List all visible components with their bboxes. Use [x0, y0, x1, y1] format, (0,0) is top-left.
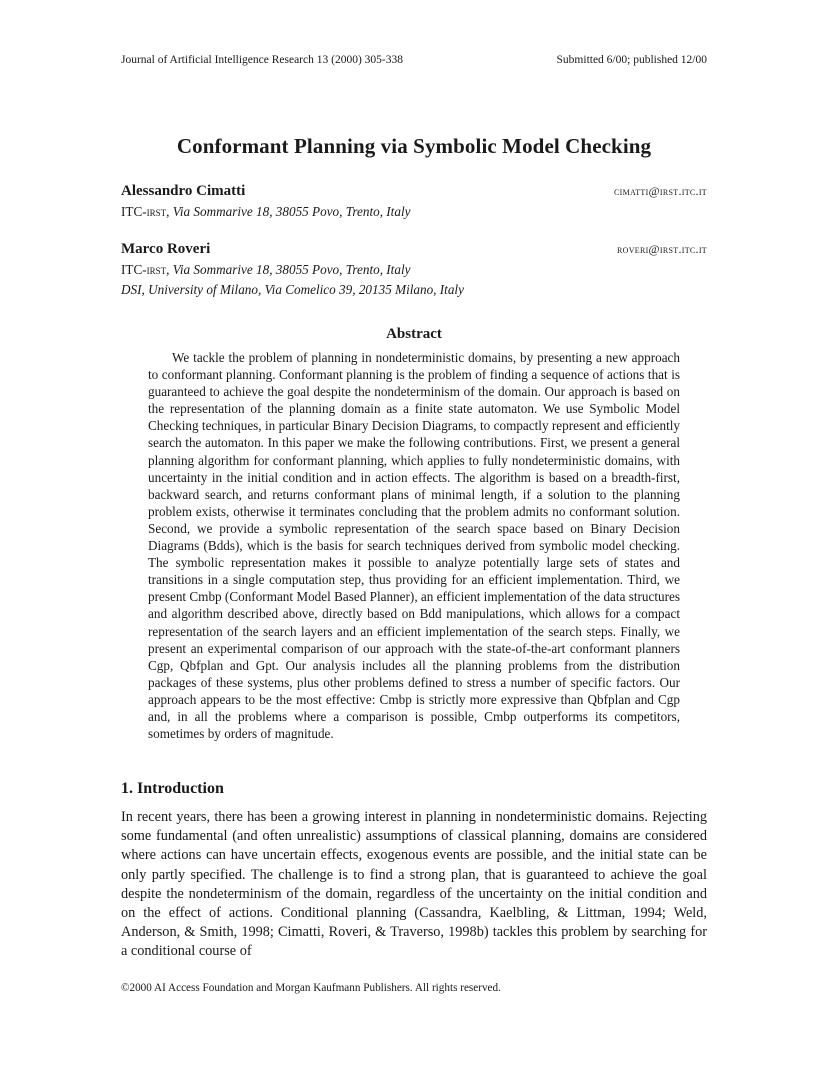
author-email: cimatti@irst.itc.it — [614, 184, 707, 198]
author-block-1 — [121, 182, 707, 222]
submission-info: Submitted 6/00; published 12/00 — [556, 54, 707, 66]
journal-info: Journal of Artificial Intelligence Research 13 (2000) 305-338 — [121, 54, 403, 66]
section-heading: 1. Introduction — [121, 780, 224, 797]
author-email: roveri@irst.itc.it — [616, 242, 707, 256]
abstract-heading: Abstract — [386, 326, 442, 342]
author-block-2 — [121, 240, 707, 300]
abstract-text: We tackle the problem of planning in nondeterministic domains, by presenting a new approach to conformant planning. Conformant planning is the problem of finding a sequence of actions that is guaranteed to achieve the goal despite the nondeterminism of the domain. Our approach is based on the representation of the planning domain as a finite state automaton. We use Symbolic Model Checking techniques, in particular Binary Decision Diagrams, to compactly represent and efficiently search the automaton. In this paper we make the following contributions. First, we present a general planning algorithm for conformant planning, which applies to fully nondeterministic domains, with uncertainty in the initial condition and in action effects. The algorithm is based on a breadth-first, backward search, and returns conformant plans of minimal length, if a solution to the planning problem exists, otherwise it terminates concluding that the problem admits no conformant solution. Second, we provide a symbolic representation of the search space based on Binary Decision Diagrams (Bdds), which is the basis for search techniques derived from symbolic model checking. The symbolic representation makes it possible to analyze potentially large sets of states and transitions in a single computation step, thus providing for an efficient implementation. Third, we present Cmbp (Conformant Model Based Planner), an efficient implementation of the data structures and algorithm described above, directly based on Bdd manipulations, which allows for a compact representation of the search layers and an efficient implementation of the search steps. Finally, we present an experimental comparison of our approach with the state-of-the-art conformant planners Cgp, Qbfplan and Gpt. Our analysis includes all the planning problems from the distribution packages of these systems, plus other problems defined to stress a number of specific factors. Our approach appears to be the most effective: Cmbp is strictly more expressive than Qbfplan and Cgp and, in all the problems where a comparison is possible, Cmbp outperforms its competitors, sometimes by orders of magnitude. — [148, 350, 680, 742]
author-affiliation: DSI, University of Milano, Via Comelico 39, 20135 Milano, Italy — [121, 282, 464, 297]
author-affiliation: ITC-irst, Via Sommarive 18, 38055 Povo, Trento, Italy — [121, 204, 411, 219]
author-name: Marco Roveri — [121, 241, 211, 257]
copyright-footer: ©2000 AI Access Foundation and Morgan Kaufmann Publishers. All rights reserved. — [121, 982, 501, 994]
author-affiliation: ITC-irst, Via Sommarive 18, 38055 Povo, Trento, Italy — [121, 262, 411, 277]
author-name: Alessandro Cimatti — [121, 183, 246, 199]
introduction-text: In recent years, there has been a growing interest in planning in nondeterministic domains. Rejecting some fundamental (and often unrealistic) assumptions of classical planning, domains are considered where actions can have uncertain effects, exogenous events are possible, and the initial state can be only partly specified. The challenge is to find a strong plan, that is guaranteed to achieve the goal despite the nondeterminism of the domain, regardless of the uncertainty on the initial condition and on the effect of actions. Conditional planning (Cassandra, Kaelbling, & Littman, 1994; Weld, Anderson, & Smith, 1998; Cimatti, Roveri, & Traverso, 1998b) tackles this problem by searching for a conditional course of — [121, 809, 707, 960]
paper-title: Conformant Planning via Symbolic Model Checking — [176, 134, 652, 158]
